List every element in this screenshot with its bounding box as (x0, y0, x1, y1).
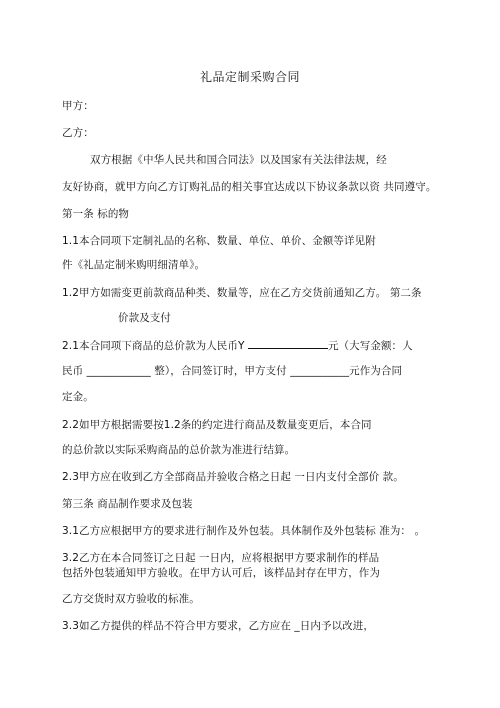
clause-3-2-line-1: 3.2乙方在本合同签订之日起 一日内，应将根据甲方要求制作的样品 (62, 552, 380, 564)
clause-3-2-line-2: 包括外包装通知甲方验收。在甲方认可后，该样品封存在甲方，作为 (62, 567, 380, 579)
clause-3-1-line: 3.1乙方应根据甲方的要求进行制作及外包装。具体制作及外包装标 准为： 。 (62, 525, 426, 537)
clause-3-3-line-1: 3.3如乙方提供的样品不符合甲方要求，乙方应在 _日内予以改进， (62, 620, 374, 632)
clause-3-2-line-3: 乙方交货时双方验收的标准。 (62, 593, 200, 605)
clause-2-1-line-1 (62, 338, 413, 353)
clause-2-1-line-2: 民币 ____________ 整），合同签订时，甲方支付 ___________元作为合同 (62, 365, 403, 377)
article-3-heading: 第三条 商品制作要求及包装 (62, 498, 193, 510)
party-a-line: 甲方： (62, 100, 94, 112)
document-title: 礼品定制采购合同 (199, 70, 300, 84)
total-price-blank (248, 338, 328, 349)
party-b-line: 乙方： (62, 127, 94, 139)
clause-2-2-line-2: 的总价款以实际采购商品的总价款为准进行结算。 (62, 444, 296, 456)
clause-2-3-line: 2.3甲方应在收到乙方全部商品并验收合格之日起 一日内支付全部价 款。 (62, 471, 404, 483)
clause-2-1-text-a: 2.1本合同项下商品的总价款为人民币Y (62, 340, 248, 352)
article-2-heading-cont: 价款及支付 (118, 312, 171, 324)
clause-2-1-text-b: 元（大写金额：人 (327, 340, 413, 352)
clause-1-1-line-1: 1.1本合同项下定制礼品的名称、数量、单位、单价、金额等详见附 (62, 235, 376, 247)
clause-2-1-line-3: 定金。 (62, 391, 94, 403)
preamble-line-2: 友好协商，就甲方向乙方订购礼品的相关事宜达成以下协议条款以资 共同遵守。 (62, 181, 437, 193)
clause-1-2-line: 1.2甲方如需变更前款商品种类、数量等，应在乙方交货前通知乙方。 第二条 (62, 287, 422, 299)
article-1-heading: 第一条 标的物 (62, 208, 130, 220)
clause-1-1-line-2: 件《礼品定制米购明细清单》。 (62, 259, 206, 271)
clause-2-2-line-1: 2.2如甲方根据需要按1.2条的约定进行商品及数量变更后，本合同 (62, 419, 372, 431)
preamble-line-1: 双方根据《中华人民共和国合同法》以及国家有关法律法规，经 (90, 154, 387, 166)
